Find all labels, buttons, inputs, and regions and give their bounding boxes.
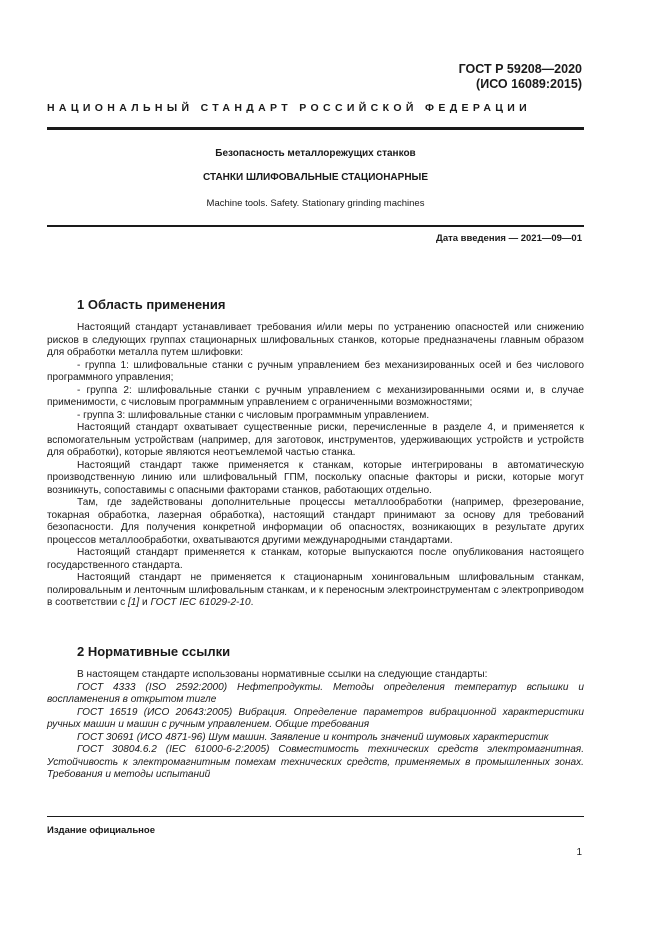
paragraph: В настоящем стандарте использованы нормативные ссылки на следующие стандарты: bbox=[77, 669, 488, 680]
standard-number: ГОСТ Р 59208—2020 bbox=[458, 62, 582, 76]
paragraph-text: . bbox=[250, 597, 254, 608]
paragraph: Там, где задействованы дополнительные процессы металлообработки (например, фрезерование, токарная обработка, лазерная обработка), настоящий стандарт принимают за основу для требований безопасности. Для получения конкретной информации об опасностях, возникающих в результате других процессов металлообработки, охватываются другими международными стандартами. bbox=[47, 497, 584, 546]
list-item: - группа 3: шлифовальные станки с числовым программным управлением. bbox=[77, 409, 430, 421]
paragraph bbox=[47, 572, 584, 610]
footer-divider bbox=[47, 816, 584, 817]
reference-link[interactable]: ГОСТ IEC 61029-2-10 bbox=[150, 597, 251, 608]
list-item: - группа 2: шлифовальные станки с ручным управлением с механизированными осями и, в случае применимости, с числовым программным управлением с ограниченными возможностями; bbox=[47, 384, 584, 408]
page-number: 1 bbox=[576, 847, 582, 858]
paragraph: Настоящий стандарт охватывает существенные риски, перечисленные в разделе 4, и применяется к вспомогательным устройствам (например, для заготовок, инструментов, удерживающих устройств и устройств для обработки), которые являются неотъемлемой частью станка. bbox=[47, 422, 584, 458]
section-2-body bbox=[47, 669, 584, 782]
normative-reference: ГОСТ 30691 (ИСО 4871-96) Шум машин. Заявление и контроль значений шумовых характеристик bbox=[77, 731, 549, 743]
national-standard-banner: НАЦИОНАЛЬНЫЙ СТАНДАРТ РОССИЙСКОЙ ФЕДЕРАЦИИ bbox=[47, 102, 532, 114]
effective-date: Дата введения — 2021—09—01 bbox=[436, 233, 582, 244]
normative-reference: ГОСТ 4333 (ISO 2592:2000) Нефтепродукты. Методы определения температур вспышки и воспламенения в открытом тигле bbox=[47, 681, 584, 705]
section-1-body bbox=[47, 322, 584, 610]
section-1-heading: 1 Область применения bbox=[77, 297, 226, 312]
edition-label: Издание официальное bbox=[47, 825, 155, 836]
english-title: Machine tools. Safety. Stationary grinding machines bbox=[206, 198, 425, 209]
section-2-heading: 2 Нормативные ссылки bbox=[77, 644, 231, 659]
document-title: СТАНКИ ШЛИФОВАЛЬНЫЕ СТАЦИОНАРНЫЕ bbox=[203, 172, 428, 183]
document-subtitle: Безопасность металлорежущих станков bbox=[215, 148, 416, 159]
title-divider bbox=[47, 225, 584, 227]
paragraph: Настоящий стандарт также применяется к станкам, которые интегрированы в автоматическую производственную линию или шлифовальный ГПМ, поскольку опасные факторы и риски, которые могут возникнуть, сопоставимы с опасными факторами станков, работающих отдельно. bbox=[47, 459, 584, 496]
header-divider bbox=[47, 127, 584, 130]
reference-link[interactable]: [1] bbox=[127, 597, 140, 608]
paragraph: Настоящий стандарт устанавливает требования и/или меры по устранению опасностей или снижению рисков в следующих группах стационарных шлифовальных станков, которые предназначены главным образом для обработки металла путем шлифовки: bbox=[47, 322, 584, 358]
paragraph-text: и bbox=[139, 597, 151, 608]
standard-code bbox=[459, 62, 582, 92]
paragraph: Настоящий стандарт применяется к станкам, которые выпускаются после опубликования настоящего государственного стандарта. bbox=[47, 547, 584, 571]
normative-reference: ГОСТ 30804.6.2 (IEC 61000-6-2:2005) Совместимость технических средств электромагнитная. Устойчивость к электромагнитным помехам технических средств, применяемых в промышленных зонах. Требования и методы испытаний bbox=[47, 744, 584, 780]
iso-equivalent: (ИСО 16089:2015) bbox=[476, 77, 582, 91]
normative-reference: ГОСТ 16519 (ИСО 20643:2005) Вибрация. Определение параметров вибрационной характеристики ручных машин и машин с ручным управлением. Общие требования bbox=[47, 706, 584, 730]
list-item: - группа 1: шлифовальные станки с ручным управлением без механизированных осей и без числового программного управления; bbox=[47, 359, 584, 383]
paragraph-text: Настоящий стандарт не применяется к стационарным хонинговальным шлифовальным станкам, полировальным и ленточным шлифовальным станкам, и к переносным электроинструментам с электроприводом в соответствии с bbox=[47, 572, 584, 608]
